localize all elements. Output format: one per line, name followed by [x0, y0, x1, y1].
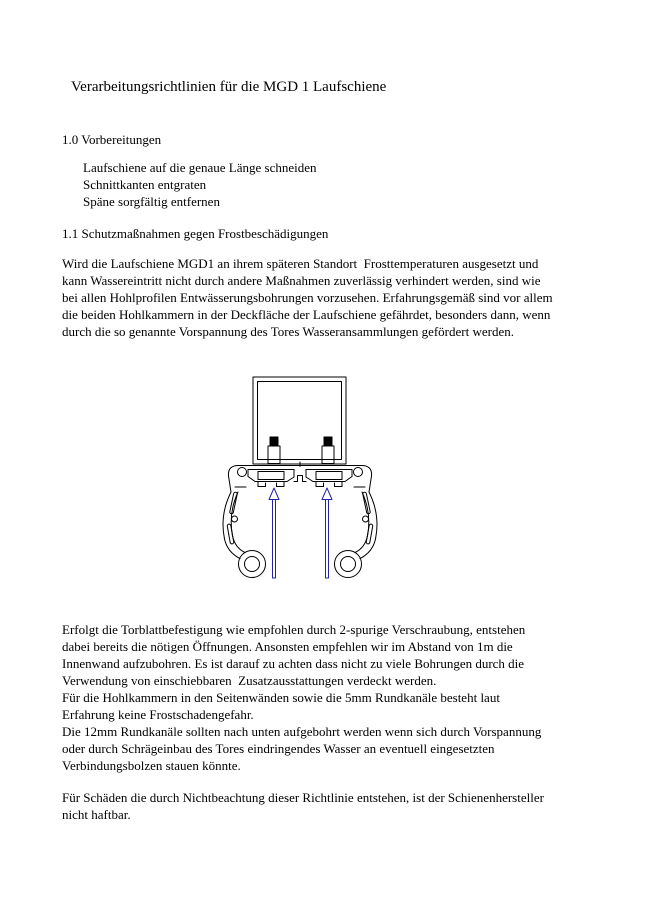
text-line: Schnittkanten entgraten [83, 177, 207, 192]
text-line: Für die Hohlkammern in den Seitenwänden sowie die 5mm Rundkanäle besteht laut [62, 690, 500, 705]
rail-cross-section-figure [215, 368, 455, 588]
text-line: kann Wassereintritt nicht durch andere Maßnahmen zuverlässig verhindert werden, sind wie [62, 273, 541, 288]
text-line: nicht haftbar. [62, 807, 131, 822]
page-title: Verarbeitungsrichtlinien für die MGD 1 Laufschiene [71, 79, 387, 95]
text-line: Die 12mm Rundkanäle sollten nach unten aufgebohrt werden wenn sich durch Vorspannung [62, 724, 542, 739]
drainage-arrow-left [269, 488, 279, 578]
frost-intro-paragraph [62, 255, 553, 340]
text-line: oder durch Schrägeinbau des Tores eindringendes Wasser an eventuell eingesetzten [62, 741, 495, 756]
drainage-arrow-right [322, 488, 332, 578]
rail-profile-drawing [223, 462, 377, 578]
text-line: Erfahrung keine Frostschadengefahr. [62, 707, 254, 722]
text-line: durch die so genannte Vorspannung des Tores Wasseransammlungen gefördert werden. [62, 324, 514, 339]
text-line: Verwendung von einschiebbaren Zusatzausstattungen verdeckt werden. [62, 673, 437, 688]
section-heading-frost-protection: 1.1 Schutzmaßnahmen gegen Frostbeschädigungen [62, 226, 329, 241]
text-line: Innenwand aufzubohren. Es ist darauf zu achten dass nicht zu viele Bohrungen durch die [62, 656, 525, 671]
preparation-steps-list [83, 159, 317, 210]
text-line: Späne sorgfältig entfernen [83, 194, 220, 209]
text-line: Erfolgt die Torblattbefestigung wie empfohlen durch 2-spurige Verschraubung, entstehen [62, 622, 526, 637]
text-line: die beiden Hohlkammern in der Deckfläche der Laufschiene gefährdet, besonders dann, wenn [62, 307, 551, 322]
text-line: bei allen Hohlprofilen Entwässerungsbohrungen vorzusehen. Erfahrungsgemäß sind vor allem [62, 290, 553, 305]
door-panel-drawing [253, 377, 346, 464]
text-line: Für Schäden die durch Nichtbeachtung dieser Richtlinie entstehen, ist der Schienenhersteller [62, 790, 544, 805]
text-line: Verbindungsbolzen stauen könnte. [62, 758, 241, 773]
text-line: Wird die Laufschiene MGD1 an ihrem späteren Standort Frosttemperaturen ausgesetzt und [62, 256, 539, 271]
text-line: dabei bereits die nötigen Öffnungen. Ansonsten empfehlen wir im Abstand von 1m die [62, 639, 513, 654]
rail-cross-section-drawing [215, 368, 455, 588]
section-heading-preparations: 1.0 Vorbereitungen [62, 132, 162, 147]
drainage-arrows [269, 488, 332, 578]
liability-disclaimer [62, 789, 544, 823]
frost-details-paragraph [62, 621, 541, 774]
text-line: Laufschiene auf die genaue Länge schneiden [83, 160, 317, 175]
